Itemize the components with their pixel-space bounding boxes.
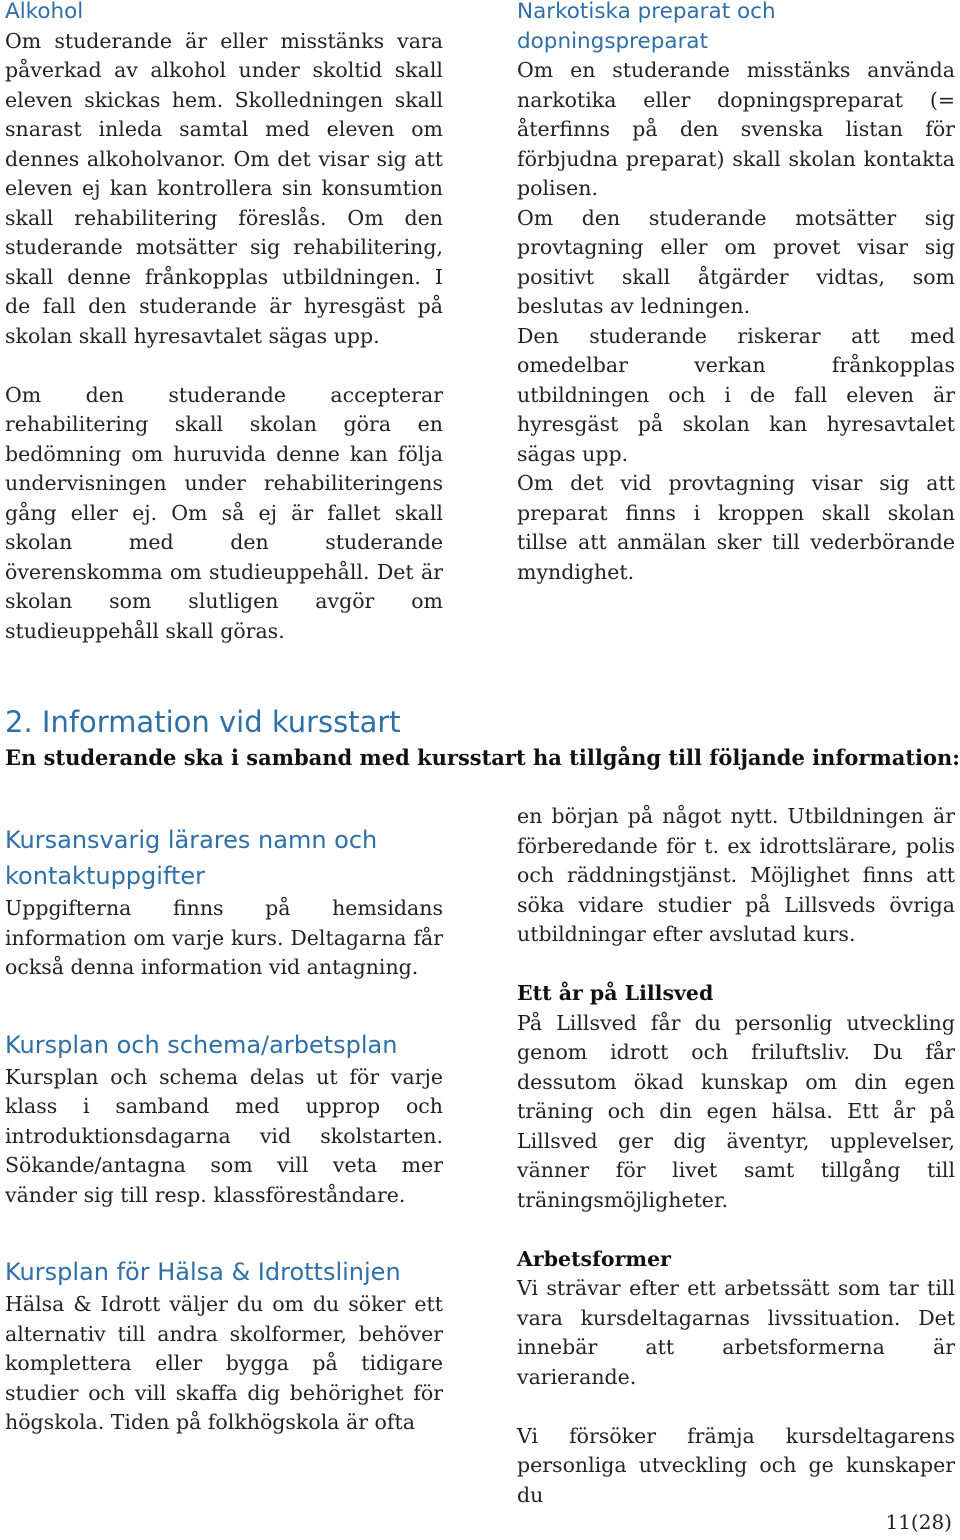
arbetsformer-heading: Arbetsformer (517, 1246, 671, 1271)
halsa-heading: Kursplan för Hälsa & Idrottslinjen (5, 1258, 401, 1286)
narkotika-paragraph-4: Om det vid provtagning visar sig att preparat finns i kroppen skall skolan tillse att anmälan sker till vederbörande myndighet. (517, 471, 955, 584)
info-left-column (5, 822, 443, 1438)
narkotika-paragraph-1: Om en studerande misstänks använda narkotika eller dopningspreparat (= återfinns på den svenska listan för förbjudna preparat) skall skolan kontakta polisen. (517, 58, 955, 200)
kursansvarig-heading: Kursansvarig lärares namn och kontaktuppgifter (5, 826, 378, 890)
ettar-text: På Lillsved får du personlig utveckling genom idrott och friluftsliv. Du får dessutom ökad kunskap om din egen träning och din egen hälsa. Ett år på Lillsved ger dig äventyr, upplevelser, vänner för livet samt tillgång till träningsmöjligheter. (517, 1010, 955, 1212)
alkohol-heading: Alkohol (5, 0, 84, 24)
ettar-heading: Ett år på Lillsved (517, 981, 714, 1005)
arbetsformer-paragraph-2: Vi försöker främja kursdeltagarens personliga utveckling och ge kunskaper du (517, 1423, 955, 1507)
kursplan-text: Kursplan och schema delas ut för varje klass i samband med upprop och introduktionsdagarna vid skolstarten. Sökande/antagna som vill veta mer vänder sig till resp. klassföreståndare. (5, 1064, 443, 1207)
alkohol-paragraph-2: Om den studerande accepterar rehabilitering skall skolan göra en bedömning om huruvida denne kan följa undervisningen under rehabiliteringens gång eller ej. Om så ej är fallet skall skolan med den studerande överenskomma om studieuppehåll. Det är skolan som slutligen avgör om studieuppehåll skall göras. (5, 382, 443, 643)
narkotika-section (517, 0, 955, 587)
kursansvarig-text: Uppgifterna finns på hemsidans information om varje kurs. Deltagarna får också denna information vid antagning. (5, 896, 443, 979)
kursplan-heading: Kursplan och schema/arbetsplan (5, 1030, 398, 1059)
alkohol-section (5, 0, 443, 646)
halsa-text-continued: en början på något nytt. Utbildningen är förberedande för t. ex idrottslärare, polis och räddningstjänst. Möjlighet finns att söka vidare studier på Lillsveds övriga utbildningar efter avslutad kurs. (517, 804, 955, 946)
section-title: 2. Information vid kursstart (5, 705, 401, 739)
halsa-text: Hälsa & Idrott väljer du om du söker ett alternativ till andra skolformer, behöver komplettera eller bygga på tidigare studier och vill skaffa dig behörighet för högskola. Tiden på folkhögskola är ofta (5, 1292, 443, 1434)
narkotika-paragraph-2: Om den studerande motsätter sig provtagning eller om provet visar sig positivt skall åtgärder vidtas, som beslutas av ledningen. (517, 205, 955, 318)
alkohol-paragraph-1: Om studerande är eller misstänks vara påverkad av alkohol under skoltid skall eleven skickas hem. Skolledningen skall snarast inleda samtal med eleven om dennes alkoholvanor. Om det visar sig att eleven ej kan kontrollera sin konsumtion skall rehabilitering föreslås. Om den studerande motsätter sig rehabilitering, skall denne frånkopplas utbildningen. I de fall den studerande är hyresgäst på skolan skall hyresavtalet sägas upp. (5, 28, 443, 348)
page-number: 11(28) (885, 1510, 952, 1534)
arbetsformer-paragraph-1: Vi strävar efter ett arbetssätt som tar till vara kursdeltagarnas livssituation. Det innebär att arbetsformerna är varierande. (517, 1276, 955, 1389)
section-subtitle: En studerande ska i samband med kursstart ha tillgång till följande information: (5, 745, 960, 770)
narkotika-paragraph-3: Den studerande riskerar att med omedelbar verkan frånkopplas utbildningen och i de fall eleven är hyresgäst på skolan kan hyresavtalet sägas upp. (517, 323, 955, 466)
info-right-column (517, 802, 955, 1510)
narkotika-heading: Narkotiska preparat och dopningspreparat (517, 0, 776, 54)
